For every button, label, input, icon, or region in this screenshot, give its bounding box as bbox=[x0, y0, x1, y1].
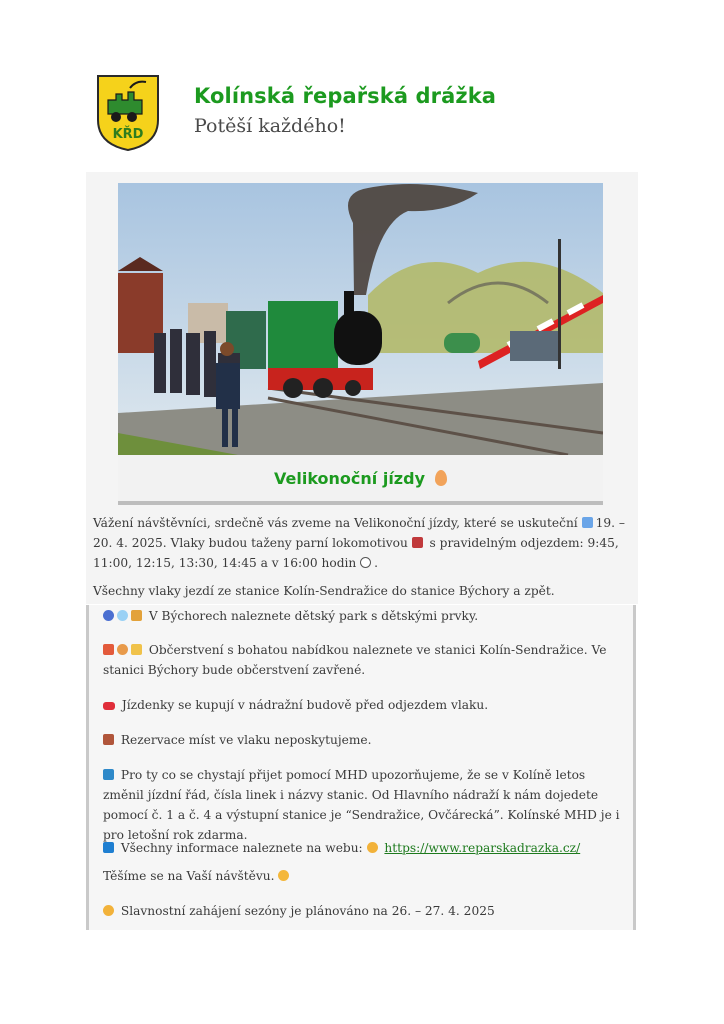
logo-text: KŘD bbox=[112, 127, 144, 142]
detail-park bbox=[103, 606, 623, 626]
detail-info bbox=[103, 838, 623, 858]
fries-icon bbox=[103, 644, 114, 655]
detail-season bbox=[103, 901, 623, 921]
closing-text: Těšíme se na Vaší návštěvu. bbox=[103, 869, 275, 883]
ticket-icon bbox=[103, 702, 115, 710]
intro-paragraph-2: Všechny vlaky jezdí ze stanice Kolín-Sendražice do stanice Býchory a zpět. bbox=[93, 584, 555, 598]
krd-logo bbox=[96, 74, 160, 152]
event-dates: 19. – 20. 4. 2025. bbox=[93, 516, 625, 550]
steam-train-photo bbox=[118, 183, 603, 455]
bus-icon bbox=[103, 769, 114, 780]
detail-closing bbox=[103, 866, 623, 886]
easter-egg-icon bbox=[435, 470, 447, 486]
sausage-icon bbox=[117, 644, 128, 655]
details-card bbox=[86, 605, 636, 930]
detail-mhd-text: Pro ty co se chystají přijet pomocí MHD upozorňujeme, že se v Kolíně letos změnil jízdní řád, čísla linek i názvy stanic. Od Hlavního nádraží k nám dojedete pomocí č. 1 a č. 4 a výstupní stanice je “Sendražice, Ovčárecká”. Kolínské MHD je i pro letošní rok zdarma. bbox=[103, 768, 620, 842]
season-opening-text: Slavnostní zahájení sezóny je plánováno na 26. – 27. 4. 2025 bbox=[120, 904, 495, 918]
intro-line-b: Vlaky budou taženy parní lokomotivou bbox=[170, 536, 408, 550]
steam-locomotive-icon bbox=[412, 537, 423, 548]
banner bbox=[118, 183, 603, 505]
smile-icon bbox=[278, 870, 289, 881]
magnifier-icon bbox=[117, 610, 128, 621]
detail-tickets-text: Jízdenky se kupují v nádražní budově před odjezdem vlaku. bbox=[121, 698, 489, 712]
detail-reservation-text: Rezervace míst ve vlaku neposkytujeme. bbox=[120, 733, 372, 747]
detail-mhd bbox=[103, 765, 623, 845]
seat-icon bbox=[103, 734, 114, 745]
caption-divider bbox=[118, 501, 603, 505]
info-icon bbox=[103, 842, 114, 853]
detail-reservation bbox=[103, 730, 623, 750]
detail-info-text: Všechny informace naleznete na webu: bbox=[120, 841, 363, 855]
banner-caption-text: Velikonoční jízdy bbox=[273, 468, 425, 488]
pointing-hand-icon bbox=[367, 842, 378, 853]
departure-times: s pravidelným odjezdem: 9:45, 11:00, 12:15, 13:30, 14:45 a v 16:00 hodin bbox=[93, 536, 619, 570]
detail-tickets bbox=[103, 695, 623, 715]
clock-icon bbox=[360, 557, 371, 568]
header bbox=[96, 74, 656, 154]
banner-caption bbox=[118, 455, 603, 501]
children-icon bbox=[131, 610, 142, 621]
pointing-hand-icon bbox=[103, 905, 114, 916]
website-link[interactable]: https://www.reparskadrazka.cz/ bbox=[384, 841, 581, 855]
intro-text bbox=[93, 513, 633, 615]
beer-icon bbox=[131, 644, 142, 655]
intro-line-a: Vážení návštěvníci, srdečně vás zveme na Velikonoční jízdy, které se uskuteční bbox=[93, 516, 578, 530]
detail-food bbox=[103, 640, 623, 680]
site-title: Kolínská řepařská drážka bbox=[194, 84, 497, 108]
soccer-ball-icon bbox=[103, 610, 114, 621]
calendar-icon bbox=[582, 517, 593, 528]
intro-paragraph-1: Vážení návštěvníci, srdečně vás zveme na Velikonoční jízdy, které se uskuteční 19. – 20. 4. 2025. Vlaky budou taženy parní lokomotivou s pravidelným odjezdem: 9:45, 11:00, 12:15, 13:30, 14:45 a v 16:00 hodin . bbox=[93, 516, 625, 570]
site-tagline: Potěší každého! bbox=[194, 115, 346, 137]
detail-food-text: Občerstvení s bohatou nabídkou naleznete ve stanici Kolín-Sendražice. Ve stanici Býchory bude občerstvení zavřené. bbox=[103, 643, 607, 677]
detail-park-text: V Býchorech naleznete dětský park s dětskými prvky. bbox=[148, 609, 479, 623]
